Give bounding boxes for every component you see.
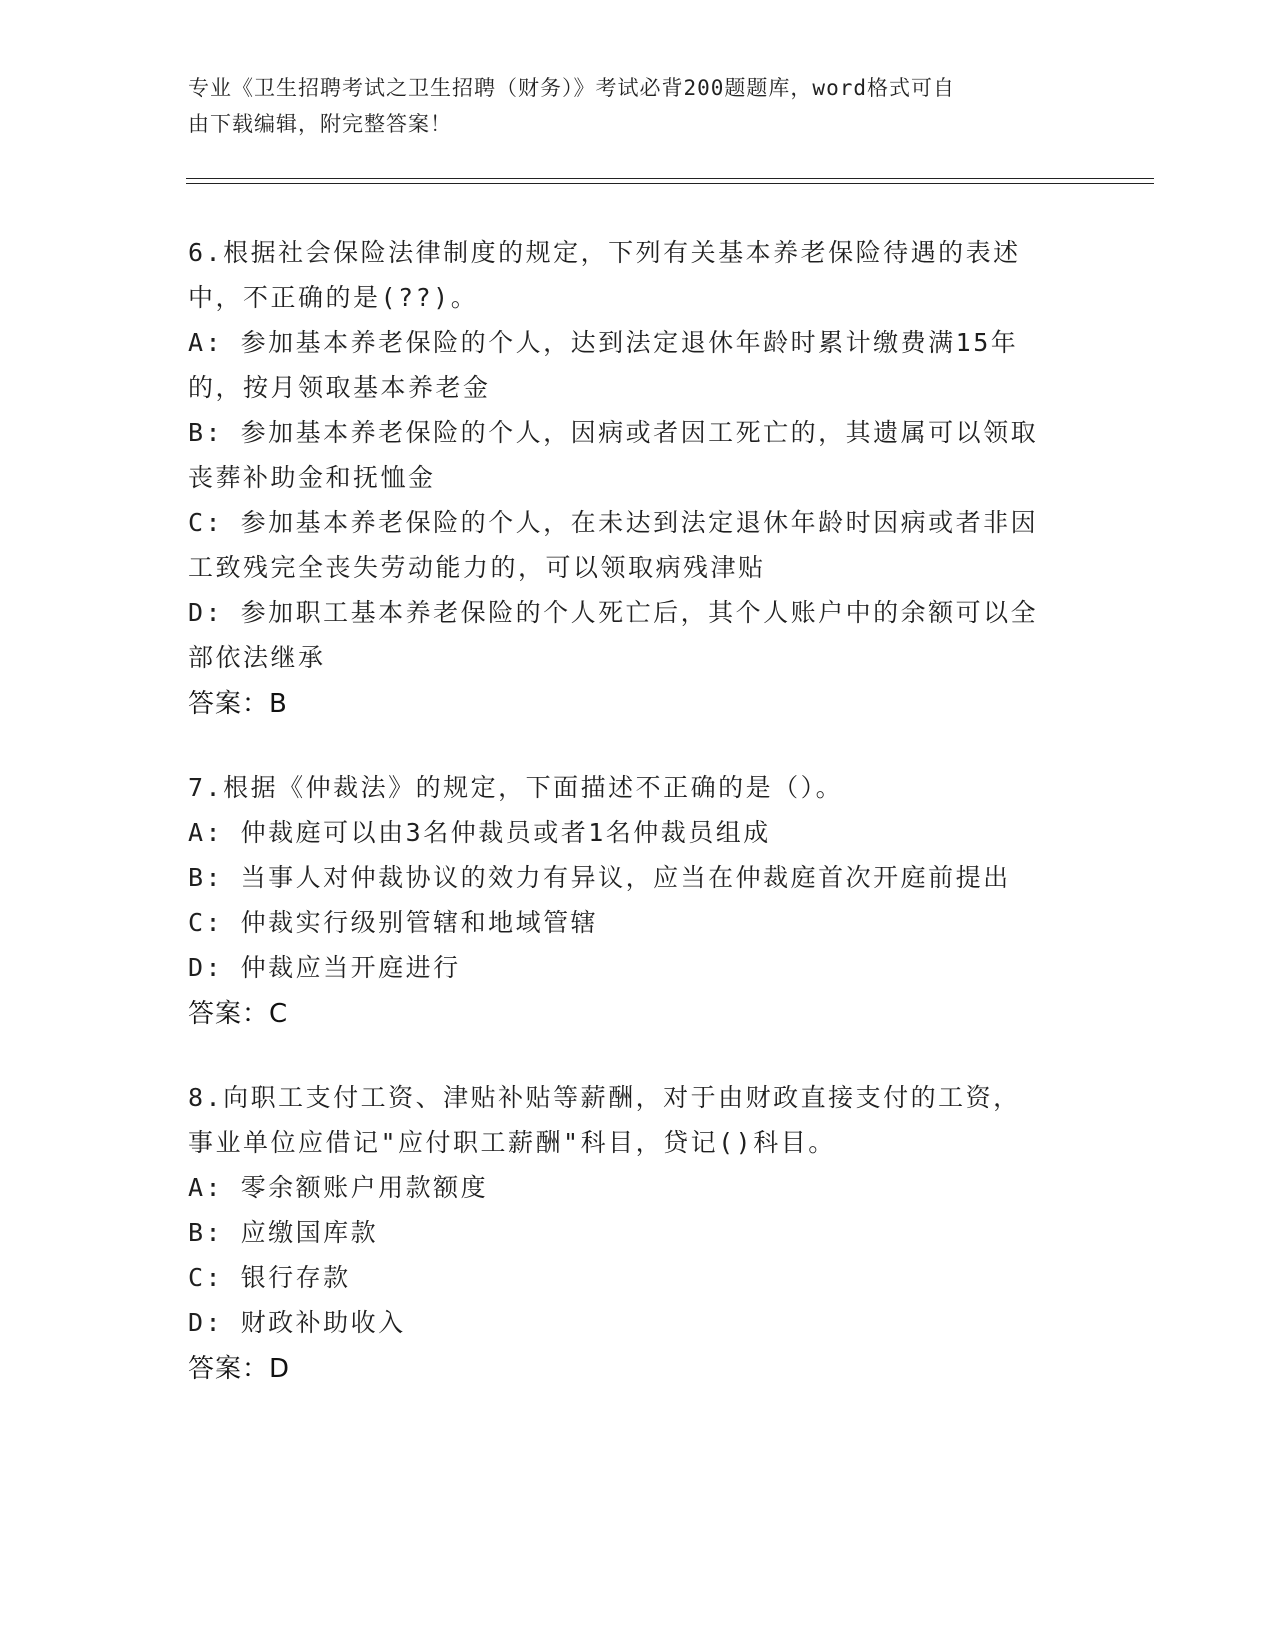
answer-label: 答案：D [188,1354,291,1384]
header-divider-top [186,178,1154,179]
document-header [188,70,1068,142]
question-stem: 8.向职工支付工资、津贴补贴等薪酬，对于由财政直接支付的工资， [188,1083,1021,1112]
option-a-continued: 的，按月领取基本养老金 [188,373,491,402]
question-6 [188,230,1088,727]
question-stem: 中，不正确的是(??)。 [188,283,479,312]
option-c-continued: 工致残完全丧失劳动能力的，可以领取病残津贴 [188,553,766,582]
option-b: B: 参加基本养老保险的个人，因病或者因工死亡的，其遗属可以领取 [188,418,1039,447]
option-c: C: 仲裁实行级别管辖和地域管辖 [188,908,599,937]
header-title-line-1: 专业《卫生招聘考试之卫生招聘（财务）》考试必背200题题库，word格式可自 [188,76,955,100]
option-b: B: 应缴国库款 [188,1218,379,1247]
option-a: A: 零余额账户用款额度 [188,1173,489,1202]
question-stem: 事业单位应借记"应付职工薪酬"科目，贷记()科目。 [188,1128,836,1157]
header-title-line-2: 由下载编辑，附完整答案！ [188,112,452,136]
option-d: D: 财政补助收入 [188,1308,406,1337]
option-a: A: 参加基本养老保险的个人，达到法定退休年龄时累计缴费满15年 [188,328,1019,357]
option-b-continued: 丧葬补助金和抚恤金 [188,463,436,492]
option-b: B: 当事人对仲裁协议的效力有异议，应当在仲裁庭首次开庭前提出 [188,863,1011,892]
header-divider-bottom [186,183,1154,184]
question-stem: 7.根据《仲裁法》的规定，下面描述不正确的是（）。 [188,773,844,802]
question-stem: 6.根据社会保险法律制度的规定，下列有关基本养老保险待遇的表述 [188,238,1021,267]
option-c: C: 银行存款 [188,1263,351,1292]
question-7 [188,765,1088,1037]
question-list [188,230,1088,1430]
question-8 [188,1075,1088,1392]
answer-label: 答案：B [188,689,288,719]
answer-label: 答案：C [188,999,289,1029]
option-d: D: 参加职工基本养老保险的个人死亡后，其个人账户中的余额可以全 [188,598,1039,627]
option-d-continued: 部依法继承 [188,643,326,672]
option-c: C: 参加基本养老保险的个人，在未达到法定退休年龄时因病或者非因 [188,508,1039,537]
option-a: A: 仲裁庭可以由3名仲裁员或者1名仲裁员组成 [188,818,771,847]
option-d: D: 仲裁应当开庭进行 [188,953,461,982]
